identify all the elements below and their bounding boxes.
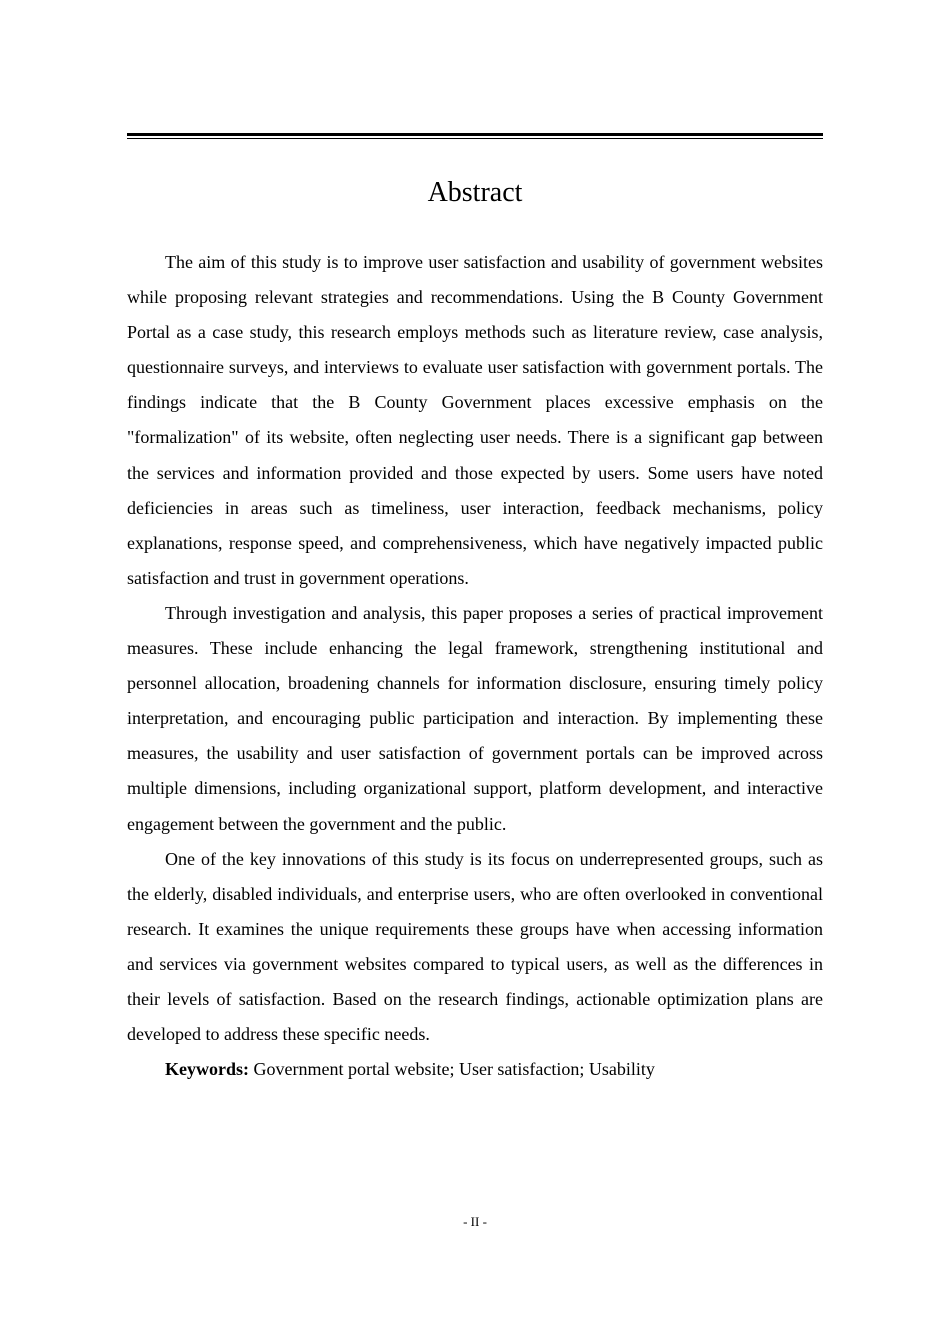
abstract-paragraph-3: One of the key innovations of this study is its focus on underrepresented groups, such as the elderly, disabled individuals, and enterprise users, who are often overlooked in conventional research. It examines the unique requirements these groups have when accessing information and services via government websites compared to typical users, as well as the differences in their levels of satisfaction. Based on the research findings, actionable optimization plans are developed to address these specific needs. bbox=[127, 848, 823, 1045]
abstract-title: Abstract bbox=[427, 177, 523, 208]
header-rule-thick-line bbox=[127, 133, 823, 136]
keywords-text: Government portal website; User satisfaction; Usability bbox=[253, 1059, 655, 1080]
page-number: - II - bbox=[463, 1214, 487, 1229]
header-rule-thin-line bbox=[127, 138, 823, 139]
keywords-line bbox=[127, 1052, 823, 1087]
abstract-paragraph-1: The aim of this study is to improve user satisfaction and usability of government websites while proposing relevant strategies and recommendations. Using the B County Government Portal as a case study, this research employs methods such as literature review, case analysis, questionnaire surveys, and interviews to evaluate user satisfaction with government portals. The findings indicate that the B County Government places excessive emphasis on the "formalization" of its website, often neglecting user needs. There is a significant gap between the services and information provided and those expected by users. Some users have noted deficiencies in areas such as timeliness, user interaction, feedback mechanisms, policy explanations, response speed, and comprehensiveness, which have negatively impacted public satisfaction and trust in government operations. bbox=[127, 252, 823, 588]
abstract-paragraph-2: Through investigation and analysis, this paper proposes a series of practical improvement measures. These include enhancing the legal framework, strengthening institutional and personnel allocation, broadening channels for information disclosure, ensuring timely policy interpretation, and encouraging public participation and interaction. By implementing these measures, the usability and user satisfaction of government portals can be improved across multiple dimensions, including organizational support, platform development, and interactive engagement between the government and the public. bbox=[127, 602, 823, 834]
keywords-label: Keywords: bbox=[165, 1059, 249, 1080]
header-rule bbox=[127, 133, 823, 140]
abstract-body bbox=[127, 245, 823, 1087]
